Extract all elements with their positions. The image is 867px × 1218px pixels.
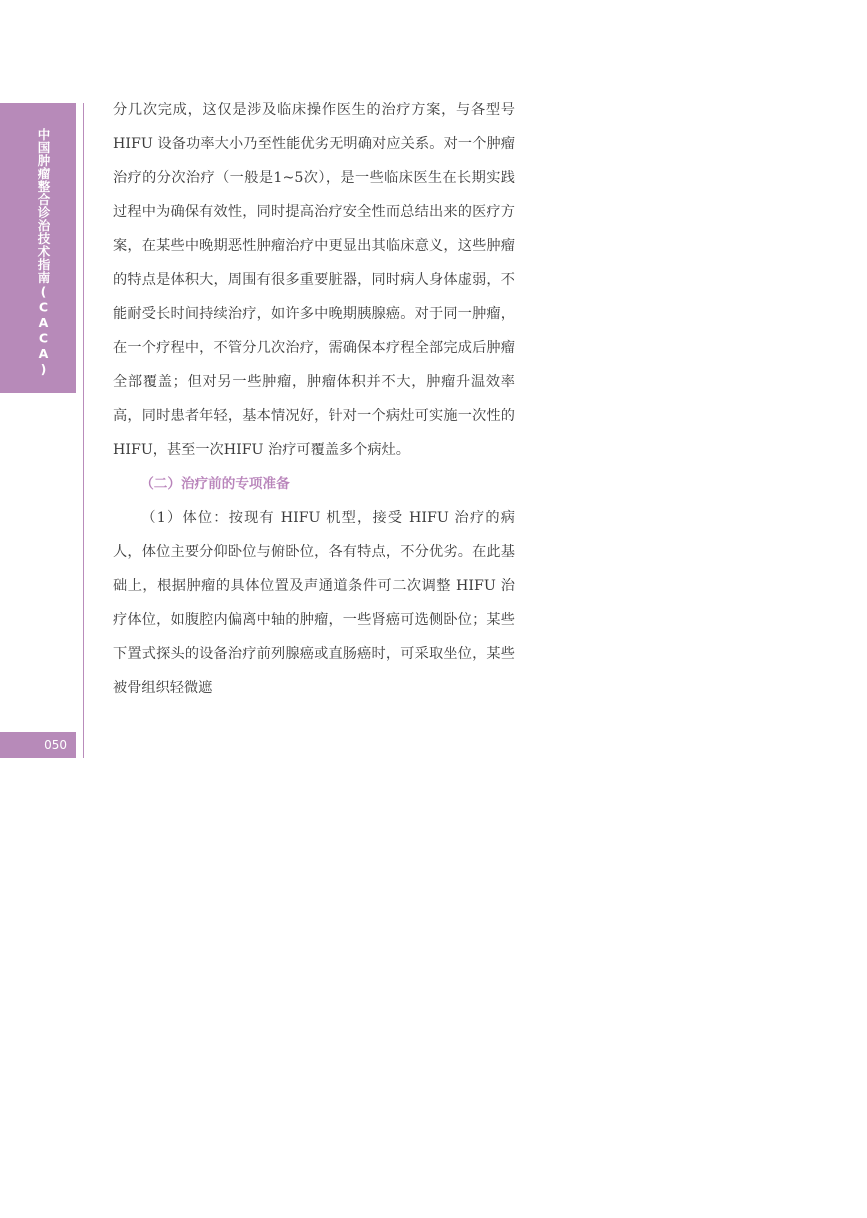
sidebar-book-title: 中国肿瘤整合诊治技术指南(CACA) [36, 128, 51, 377]
section-subheading: （二）治疗前的专项准备 [140, 476, 290, 492]
page-number: 050 [0, 732, 76, 758]
margin-divider-line [83, 103, 84, 758]
body-paragraph-2: （1）体位：按现有 HIFU 机型，接受 HIFU 治疗的病人，体位主要分仰卧位与俯卧位，各有特点，不分优劣。在此基础上，根据肿瘤的具体位置及声通道条件可二次调整 HIFU 治疗体位，如腹腔内偏离中轴的肿瘤，一些肾癌可选侧卧位；某些下置式探头的设备治疗前列腺癌或直肠癌时，可采取坐位，某些被骨组织轻微遮 [113, 510, 515, 696]
main-content [113, 93, 515, 705]
body-paragraph-1: 分几次完成，这仅是涉及临床操作医生的治疗方案，与各型号 HIFU 设备功率大小乃至性能优劣无明确对应关系。对一个肿瘤治疗的分次治疗（一般是1~5次），是一些临床医生在长期实践过程中为确保有效性，同时提高治疗安全性而总结出来的医疗方案，在某些中晚期恶性肿瘤治疗中更显出其临床意义，这些肿瘤的特点是体积大，周围有很多重要脏器，同时病人身体虚弱，不能耐受长时间持续治疗，如许多中晚期胰腺癌。对于同一肿瘤，在一个疗程中，不管分几次治疗，需确保本疗程全部完成后肿瘤全部覆盖；但对另一些肿瘤，肿瘤体积并不大，肿瘤升温效率高，同时患者年轻，基本情况好，针对一个病灶可实施一次性的 HIFU，甚至一次HIFU 治疗可覆盖多个病灶。 [113, 102, 515, 458]
